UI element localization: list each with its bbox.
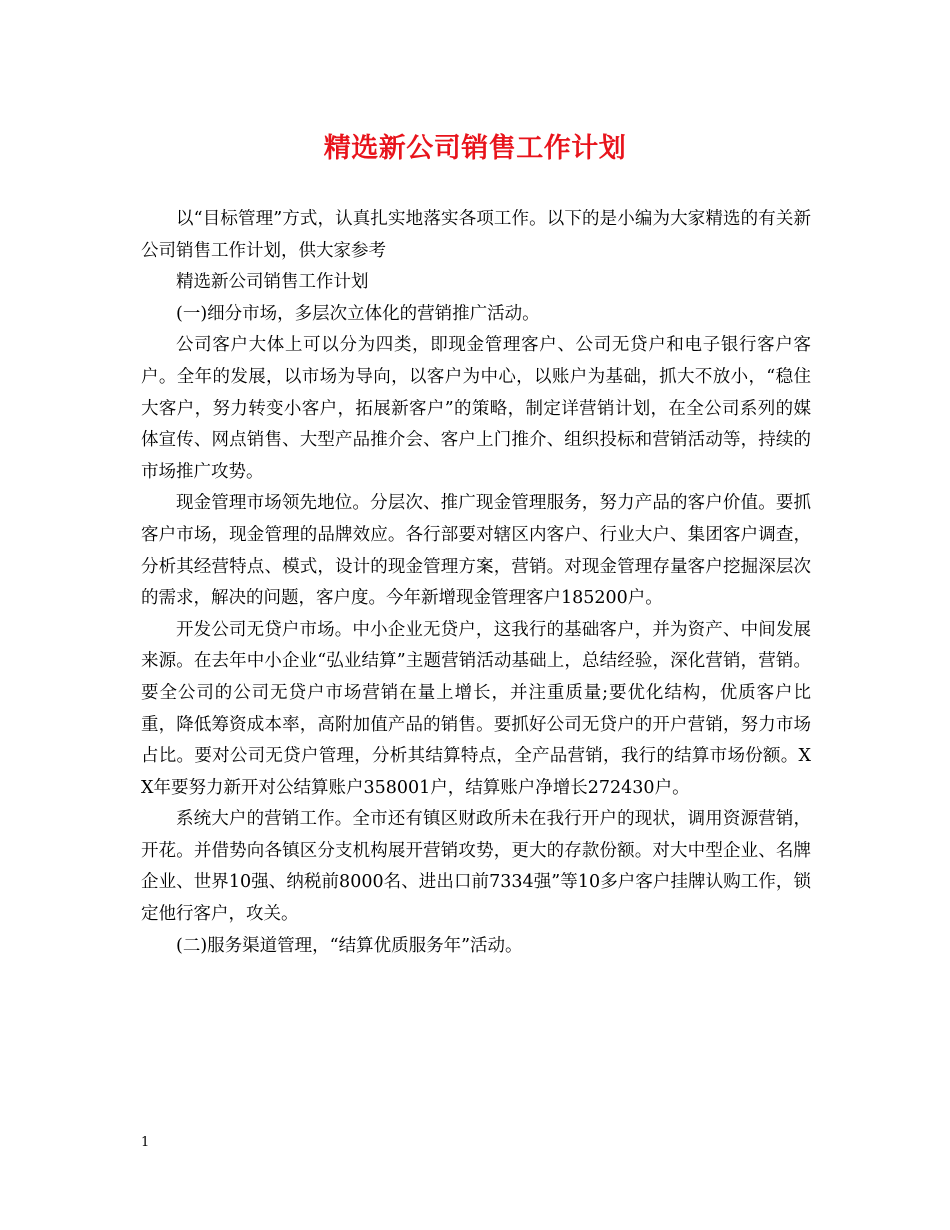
paragraph-cash-management: 现金管理市场领先地位。分层次、推广现金管理服务，努力产品的客户价值。要抓客户市场，现金管理的品牌效应。各行部要对辖区内客户、行业大户、集团客户调查，分析其经营特点、模式，设计的现金管理方案，营销。对现金管理存量客户挖掘深层次的需求，解决的问题，客户度。今年新增现金管理客户185200户。 [141, 493, 811, 609]
page-number: 1 [141, 1135, 150, 1150]
document-body [141, 204, 811, 962]
document-title: 精选新公司销售工作计划 [323, 133, 627, 164]
paragraph-system-clients: 系统大户的营销工作。全市还有镇区财政所未在我行开户的现状，调用资源营销，开花。并借势向各镇区分支机构展开营销攻势，更大的存款份额。对大中型企业、名牌企业、世界10强、纳税前8000名、进出口前7334强”等10多户客户挂牌认购工作，锁定他行客户，攻关。 [141, 809, 811, 925]
paragraph-section-one-heading: (一)细分市场，多层次立体化的营销推广活动。 [176, 303, 540, 324]
paragraph-customer-types: 公司客户大体上可以分为四类，即现金管理客户、公司无贷户和电子银行客户客户。全年的发展，以市场为导向，以客户为中心，以账户为基础，抓大不放小，“稳住大客户，努力转变小客户，拓展新客户”的策略，制定详营销计划，在全公司系列的媒体宣传、网点销售、大型产品推介会、客户上门推介、组织投标和营销活动等，持续的市场推广攻势。 [141, 335, 811, 482]
paragraph-intro: 以“目标管理”方式，认真扎实地落实各项工作。以下的是小编为大家精选的有关新公司销售工作计划，供大家参考 [141, 209, 811, 261]
paragraph-non-loan-clients: 开发公司无贷户市场。中小企业无贷户，这我行的基础客户，并为资产、中间发展来源。在去年中小企业“弘业结算”主题营销活动基础上，总结经验，深化营销，营销。要全公司的公司无贷户市场营销在量上增长，并注重质量;要优化结构，优质客户比重，降低筹资成本率，高附加值产品的销售。要抓好公司无贷户的开户营销，努力市场占比。要对公司无贷户管理，分析其结算特点，全产品营销，我行的结算市场份额。XX年要努力新开对公结算账户358001户，结算账户净增长272430户。 [141, 619, 811, 798]
paragraph-subtitle: 精选新公司销售工作计划 [176, 272, 369, 293]
paragraph-section-two-heading: (二)服务渠道管理，“结算优质服务年”活动。 [176, 935, 523, 956]
